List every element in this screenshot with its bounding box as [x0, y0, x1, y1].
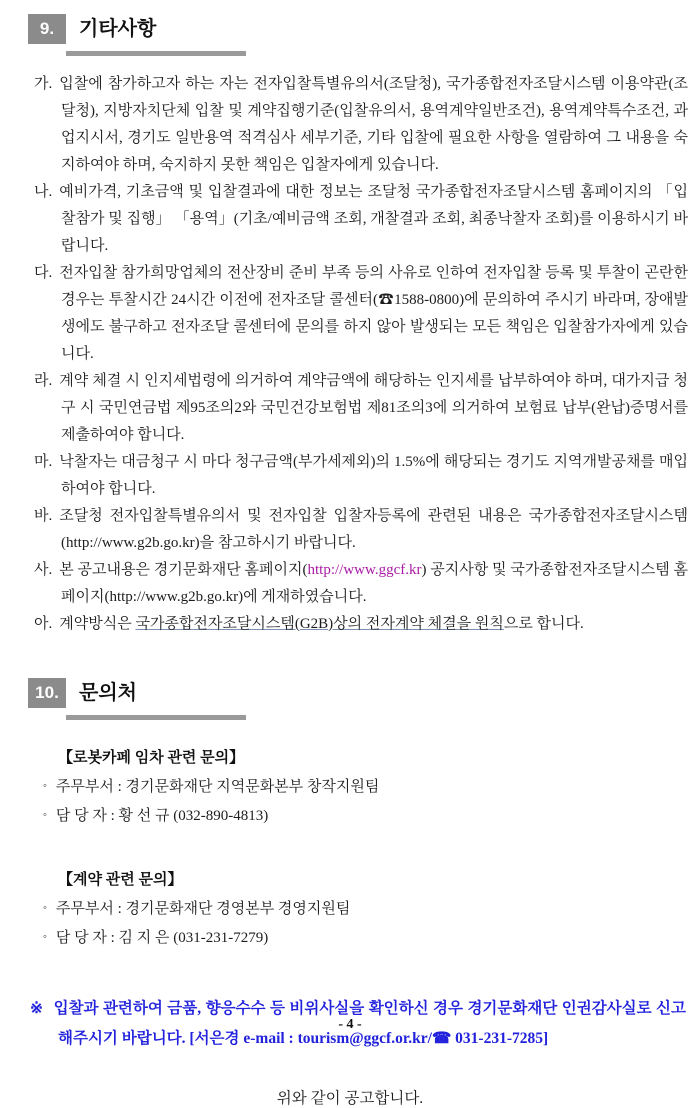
item-ba: [34, 503, 688, 557]
item-ra-text: 계약 체결 시 인지세법령에 의거하여 계약금액에 해당하는 인지세를 납부하여야 하며, 대가지급 청구 시 국민연금법 제95조의2와 국민건강보험법 제81조의3에 의거하여 보험료 납부(완납)증명서를 제출하여야 합니다.: [59, 373, 688, 443]
contact-group-contract-heading: 【계약 관련 문의】: [58, 872, 183, 888]
section-9-header: [28, 14, 700, 56]
section-9-body: [34, 71, 688, 638]
circle-bullet-icon: ◦: [43, 809, 47, 821]
page-number: - 4 -: [338, 1017, 362, 1032]
section-10-number-badge: 10.: [28, 678, 66, 708]
item-a-label: 아.: [34, 616, 53, 632]
item-sa-text-pre: 본 공고내용은 경기문화재단 홈페이지(: [59, 562, 308, 578]
item-a: [34, 611, 688, 638]
item-ma-text: 낙찰자는 대금청구 시 마다 청구금액(부가세제외)의 1.5%에 해당되는 경기도 지역개발공채를 매입하여야 합니다.: [59, 454, 688, 497]
section-9-title: 기타사항: [66, 14, 246, 56]
contact-person-text: 담 당 자 : 황 선 규 (032-890-4813): [55, 808, 269, 824]
item-ra: [34, 368, 688, 449]
item-a-underlined-text: 국가종합전자조달시스템(G2B)상의 전자계약 체결을 원칙: [135, 616, 504, 632]
circle-bullet-icon: ◦: [43, 780, 47, 792]
item-da: [34, 260, 688, 368]
contact-group-robot-cafe: [34, 744, 688, 830]
contact-person-text: 담 당 자 : 김 지 은 (031-231-7279): [55, 930, 269, 946]
item-ma: [34, 449, 688, 503]
contact-row-person: [43, 801, 688, 830]
item-ga-text: 입찰에 참가하고자 하는 자는 전자입찰특별유의서(조달청), 국가종합전자조달시스템 이용약관(조달청), 지방자치단체 입찰 및 계약집행기준(입찰유의서, 용역계약일반조건), 용역계약특수조건, 과업지시서, 경기도 일반용역 적격심사 세부기준, 기타 입찰에 필요한 사항을 열람하여 그 내용을 숙지하여야 하며, 숙지하지 못한 책임은 입찰자에게 있습니다.: [59, 76, 688, 173]
item-ma-label: 마.: [34, 454, 53, 470]
item-ra-label: 라.: [34, 373, 53, 389]
ggcf-homepage-link[interactable]: http://www.ggcf.kr: [307, 562, 422, 578]
item-sa-text-post: ) 공지사항 및 국가종합전자조달시스템 홈페이지(http://www.g2b.go.kr)에 게재하였습니다.: [61, 562, 689, 605]
contact-group-contract: [34, 866, 688, 952]
contact-row-person: [43, 923, 688, 952]
reference-mark-icon: ※: [30, 1000, 44, 1017]
circle-bullet-icon: ◦: [43, 931, 47, 943]
contact-row-department: [43, 894, 688, 923]
contact-department-text: 주무부서 : 경기문화재단 경영본부 경영지원팀: [55, 901, 351, 917]
item-da-label: 다.: [34, 265, 53, 281]
item-ba-text: 조달청 전자입찰특별유의서 및 전자입찰 입찰자등록에 관련된 내용은 국가종합전자조달시스템(http://www.g2b.go.kr)을 참고하시기 바랍니다.: [59, 508, 688, 551]
contact-group-robot-cafe-heading: 【로봇카페 임차 관련 문의】: [58, 750, 245, 766]
item-ba-label: 바.: [34, 508, 53, 524]
item-da-text: 전자입찰 참가희망업체의 전산장비 준비 부족 등의 사유로 인하여 전자입찰 등록 및 투찰이 곤란한 경우는 투찰시간 24시간 이전에 전자조달 콜센터(☎1588-0800)에 문의하여 주시기 바라며, 장애발생에도 불구하고 전자조달 콜센터에 문의를 하지 않아 발생되는 모든 책임은 입찰참가자에게 있습니다.: [59, 265, 688, 362]
contact-row-department: [43, 772, 688, 801]
item-na: [34, 179, 688, 260]
item-sa-label: 사.: [34, 562, 53, 578]
item-a-text-pre: 계약방식은: [59, 616, 136, 632]
item-ga-label: 가.: [34, 76, 53, 92]
item-sa: [34, 557, 688, 611]
section-10-header: [28, 678, 700, 720]
item-na-text: 예비가격, 기초금액 및 입찰결과에 대한 정보는 조달청 국가종합전자조달시스템 홈페이지의 「입찰참가 및 집행」 「용역」(기초/예비금액 조회, 개찰결과 조회, 최종낙찰자 조회)를 이용하시기 바랍니다.: [59, 184, 688, 254]
section-10-title: 문의처: [66, 678, 246, 720]
section-9-number-badge: 9.: [28, 14, 66, 44]
item-ga: [34, 71, 688, 179]
whistleblower-notice-text: 입찰과 관련하여 금품, 향응수수 등 비위사실을 확인하신 경우 경기문화재단 인권감사실로 신고 해주시기 바랍니다. [서은경 e-mail : tourism@ggcf.or.kr/☎ 031-231-7285]: [53, 1000, 686, 1047]
item-na-label: 나.: [34, 184, 53, 200]
item-a-text-post: 으로 합니다.: [503, 616, 584, 632]
contact-department-text: 주무부서 : 경기문화재단 지역문화본부 창작지원팀: [55, 779, 380, 795]
circle-bullet-icon: ◦: [43, 902, 47, 914]
closing-statement: 위와 같이 공고합니다.: [276, 1090, 424, 1107]
section-10-body: [34, 744, 688, 952]
